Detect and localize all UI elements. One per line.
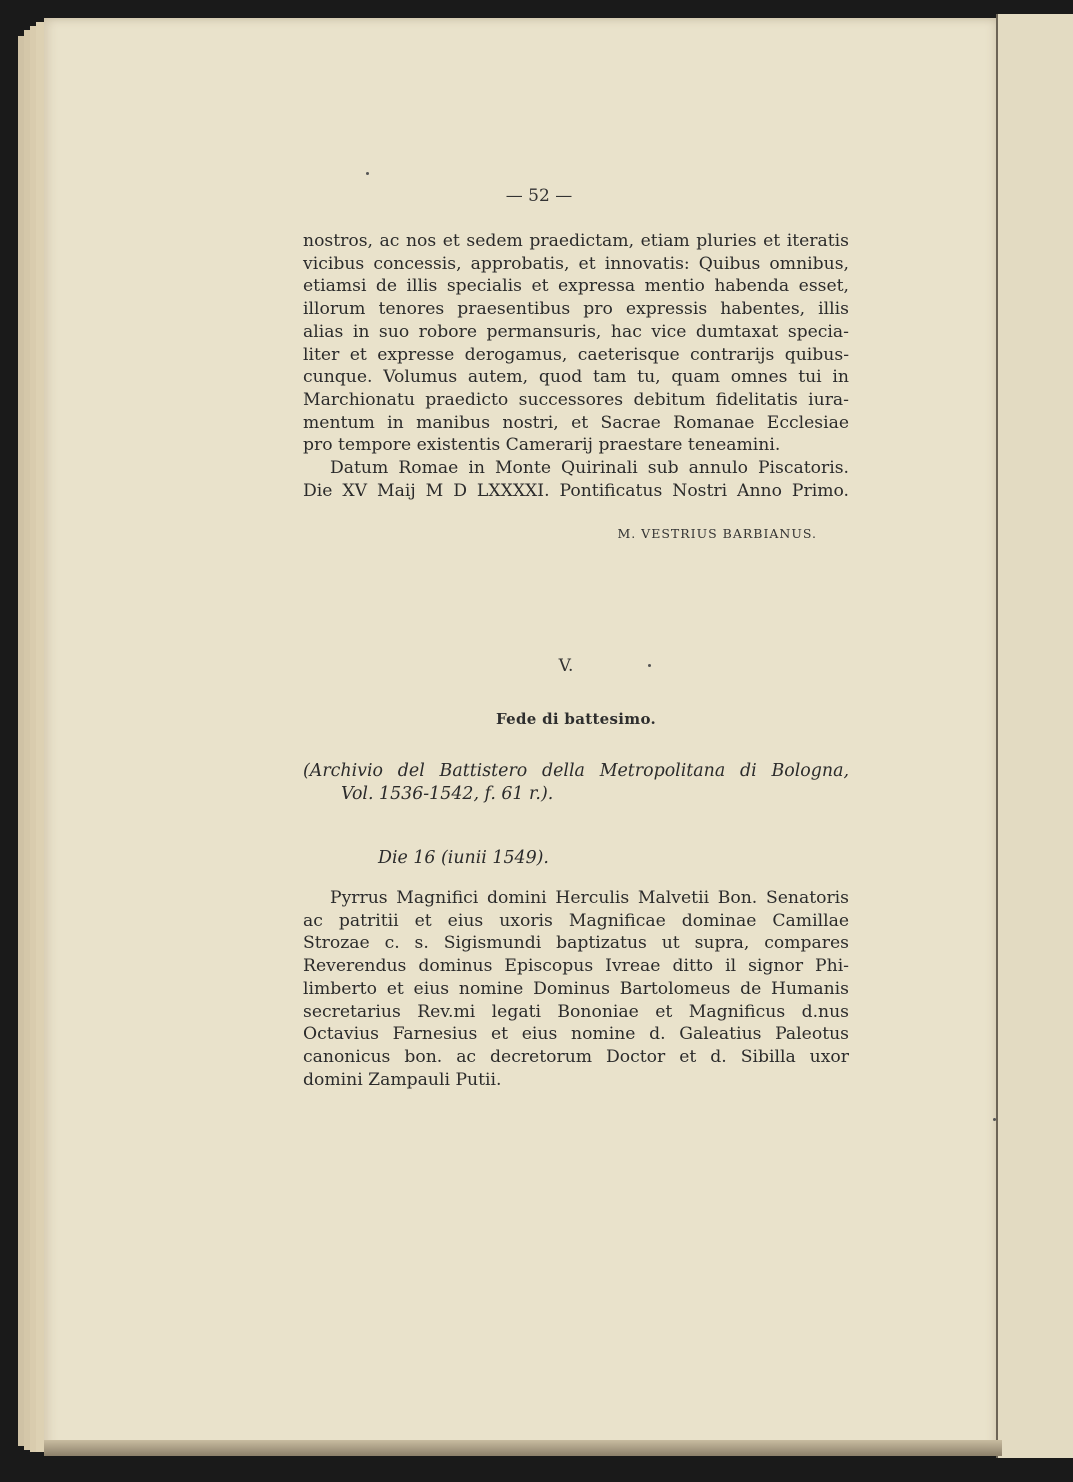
citation-line: (Archivio del Battistero della Metropolitana di Bologna,: [303, 761, 849, 781]
text-line: cunque. Volumus autem, quod tam tu, quam omnes tui in: [303, 367, 849, 388]
paper-speck: [993, 1118, 996, 1121]
paper-speck: [648, 664, 651, 667]
text-line: secretarius Rev.mi legati Bononiae et Magnificus d.nus: [303, 1001, 849, 1022]
archive-citation: [303, 760, 849, 805]
page-number: — 52 —: [505, 186, 573, 206]
text-line: canonicus bon. ac decretorum Doctor et d. Sibilla uxor: [303, 1046, 849, 1067]
paper-speck: [366, 172, 369, 175]
text-line: ac patritii et eius uxoris Magnificae dominae Camillae: [303, 910, 849, 931]
text-line: Strozae c. s. Sigismundi baptizatus ut supra, compares: [303, 933, 849, 954]
section-number: V.: [558, 656, 574, 676]
letter-paragraph: [303, 230, 849, 457]
text-line: alias in suo robore permansuris, hac vice dumtaxat specia-: [303, 321, 849, 342]
text-line: domini Zampauli Putii.: [303, 1069, 502, 1090]
text-line: liter et expresse derogamus, caeterisque contrarijs quibus-: [303, 344, 849, 365]
entry-date: Die 16 (iunii 1549).: [378, 848, 549, 868]
text-line: limberto et eius nomine Dominus Bartolomeus de Humanis: [303, 978, 849, 999]
signature: M. VESTRIUS BARBIANUS.: [617, 526, 817, 541]
text-line: Marchionatu praedicto successores debitum fidelitatis iura-: [303, 389, 849, 410]
page-bottom-shadow: [44, 1440, 1002, 1456]
baptism-record: [303, 887, 849, 1091]
text-line: pro tempore existentis Camerarij praestare teneamini.: [303, 435, 781, 456]
text-line: etiamsi de illis specialis et expressa mentio habenda esset,: [303, 276, 849, 297]
text-line: Octavius Farnesius et eius nomine d. Galeatius Paleotus: [303, 1024, 849, 1045]
text-line: illorum tenores praesentibus pro expressis habentes, illis: [303, 299, 849, 320]
text-line: nostros, ac nos et sedem praedictam, etiam pluries et iteratis: [303, 231, 849, 251]
text-line: vicibus concessis, approbatis, et innovatis: Quibus omnibus,: [303, 253, 849, 274]
text-line: mentum in manibus nostri, et Sacrae Romanae Ecclesiae: [303, 412, 849, 433]
text-line: Datum Romae in Monte Quirinali sub annulo Piscatoris.: [330, 458, 849, 478]
text-line: Reverendus dominus Episcopus Ivreae ditto il signor Phi-: [303, 956, 849, 977]
citation-line: Vol. 1536-1542, f. 61 r.).: [341, 783, 554, 804]
text-line: Pyrrus Magnifici domini Herculis Malvetii Bon. Senatoris: [330, 888, 849, 908]
datum-paragraph: [303, 457, 849, 502]
facing-page-edge: [996, 14, 1073, 1458]
section-title: Fede di battesimo.: [495, 710, 657, 728]
text-line: Die XV Maij M D LXXXXI. Pontificatus Nostri Anno Primo.: [303, 480, 849, 501]
